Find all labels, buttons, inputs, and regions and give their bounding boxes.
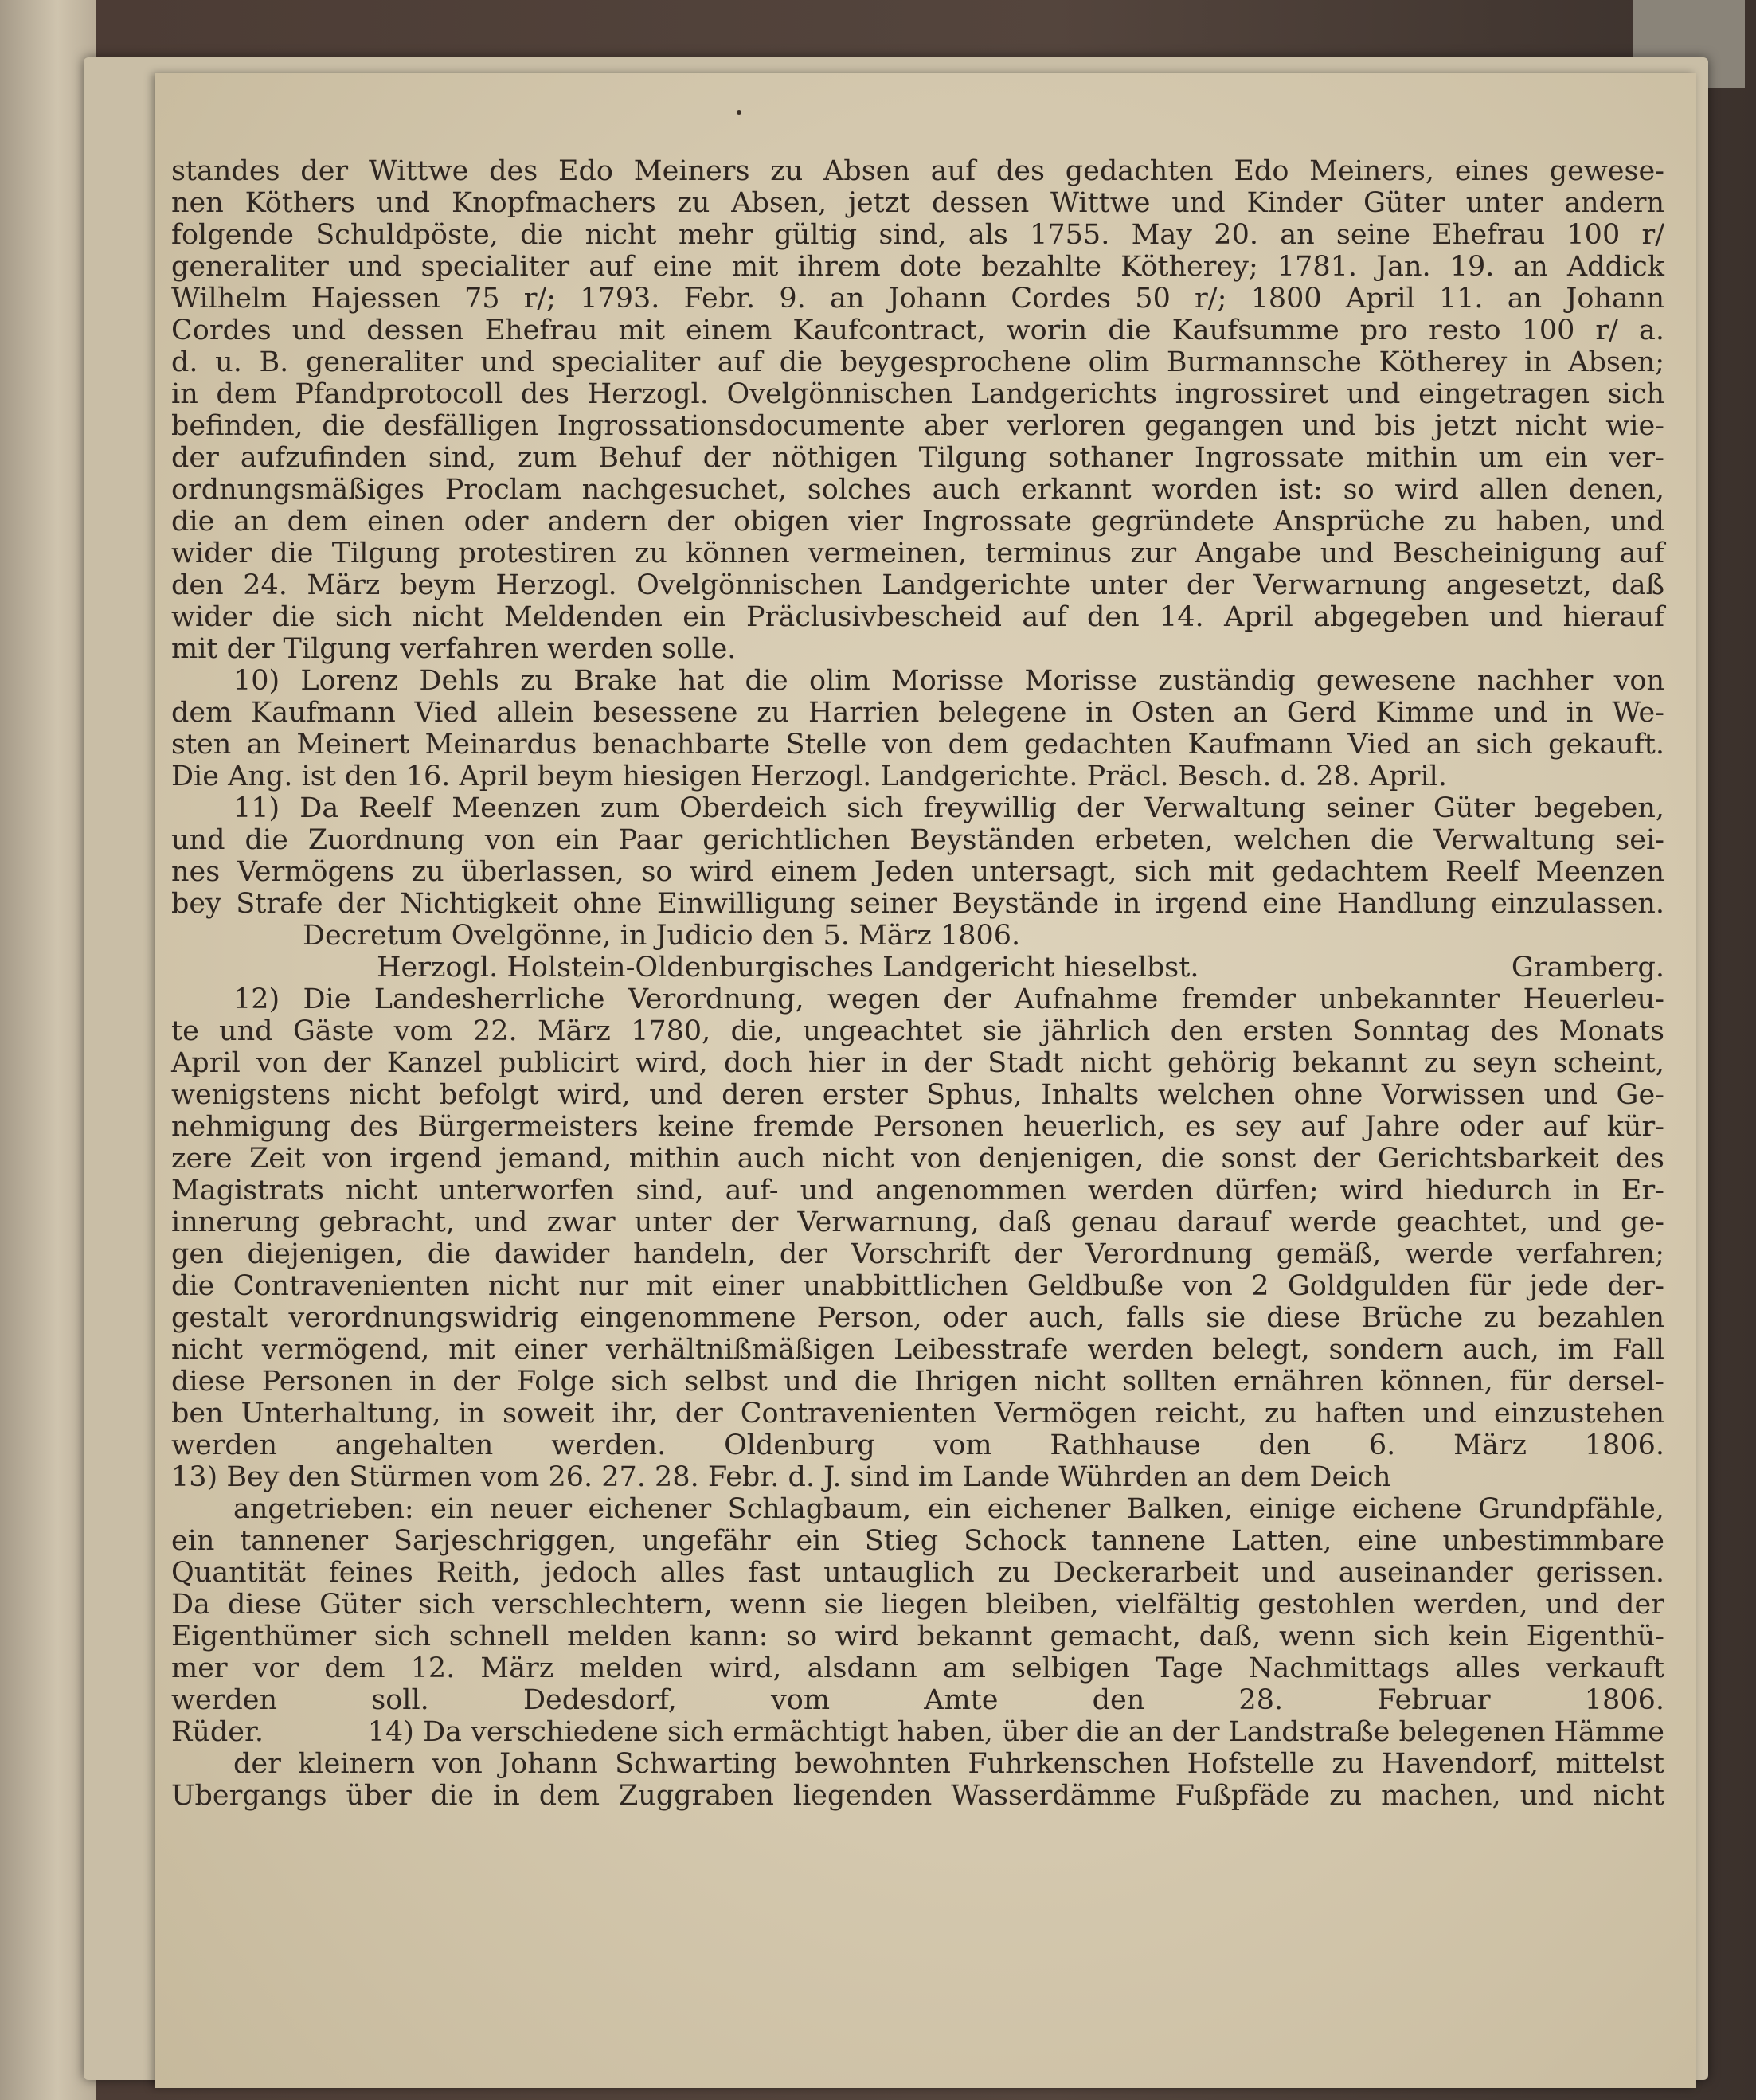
text-line: ein tannener Sarjeschriggen, ungefähr ein Stieg Schock tannene Latten, eine unbestimmbare <box>171 1525 1664 1557</box>
text-line: innerung gebracht, und zwar unter der Verwarnung, daß genau darauf werde geachtet, und ge- <box>171 1206 1664 1238</box>
amt-signature-row <box>171 1716 1664 1748</box>
text-line: Magistrats nicht unterworfen sind, auf- und angenommen werden dürfen; wird hiedurch in Er- <box>171 1175 1664 1206</box>
text-line: 10) Lorenz Dehls zu Brake hat die olim Morisse Morisse zuständig gewesene nachher von <box>233 665 1664 697</box>
text-line: wider die Tilgung protestiren zu können vermeinen, terminus zur Angabe und Bescheinigung auf <box>171 538 1664 569</box>
text-line: te und Gäste vom 22. März 1780, die, ungeachtet sie jährlich den ersten Sonntag des Monats <box>171 1015 1664 1047</box>
text-line: zere Zeit von irgend jemand, mithin auch nicht von denjenigen, die sonst der Gerichtsbarkeit des <box>171 1143 1664 1175</box>
text-line: Da diese Güter sich verschlechtern, wenn sie liegen bleiben, vielfältig gestohlen werden, und der <box>171 1589 1664 1621</box>
text-line: der aufzufinden sind, zum Behuf der nöthigen Tilgung sothaner Ingrossate mithin um ein ver- <box>171 442 1664 474</box>
text-line: 13) Bey den Stürmen vom 26. 27. 28. Febr. d. J. sind im Lande Wührden an dem Deich <box>171 1461 1391 1493</box>
text-line: 12) Die Landesherrliche Verordnung, wegen der Aufnahme fremder unbekannter Heuerleu- <box>233 984 1664 1015</box>
text-line <box>171 1812 1664 1844</box>
signature-ruder: 14) Da verschiedene sich ermächtigt haben, über die an der Landstraße belegenen Hämme <box>367 1716 1664 1748</box>
decree-line: Decretum Ovelgönne, in Judicio den 5. März 1806. <box>303 920 1021 952</box>
text-line: Cordes und dessen Ehefrau mit einem Kaufcontract, worin die Kaufsumme pro resto 100 r/ a. <box>171 315 1664 346</box>
court-name: Herzogl. Holstein-Oldenburgisches Landgericht hieselbst. <box>377 952 1199 984</box>
text-line: d. u. B. generaliter und specialiter auf die beygesprochene olim Burmannsche Kötherey in Absen; <box>171 346 1664 378</box>
text-line: 11) Da Reelf Meenzen zum Oberdeich sich freywillig der Verwaltung seiner Güter begeben, <box>233 792 1664 824</box>
text-line: nehmigung des Bürgermeisters keine fremde Personen heuerlich, es sey auf Jahre oder auf kür- <box>171 1111 1664 1143</box>
text-line: befinden, die desfälligen Ingrossationsdocumente aber verloren gegangen und bis jetzt nicht wie- <box>171 410 1664 442</box>
text-line: gen diejenigen, die dawider handeln, der Vorschrift der Verordnung gemäß, werde verfahren; <box>171 1238 1664 1270</box>
book-binding-edge <box>0 0 96 2100</box>
text-line: Die Ang. ist den 16. April beym hiesigen Herzogl. Landgerichte. Präcl. Besch. d. 28. April. <box>171 761 1447 792</box>
text-line: mer vor dem 12. März melden wird, alsdann am selbigen Tage Nachmittags alles verkauft <box>171 1652 1664 1684</box>
text-line: Eigenthümer sich schnell melden kann: so wird bekannt gemacht, daß, wenn sich kein Eigenthü- <box>171 1621 1664 1652</box>
text-line: die Contravenienten nicht nur mit einer unabbittlichen Geldbuße von 2 Goldgulden für jede der- <box>171 1270 1664 1302</box>
text-line: mit der Tilgung verfahren werden solle. <box>171 633 737 665</box>
text-line: und die Zuordnung von ein Paar gerichtlichen Beyständen erbeten, welchen die Verwaltung sei- <box>171 824 1664 856</box>
text-line: die an dem einen oder andern der obigen vier Ingrossate gegründete Ansprüche zu haben, und <box>171 506 1664 538</box>
text-line: nicht vermögend, mit einer verhältnißmäßigen Leibesstrafe werden belegt, sondern auch, im Fall <box>171 1334 1664 1366</box>
text-line: wenigstens nicht befolgt wird, und deren erster Sphus, Inhalts welchen ohne Vorwissen und Ge- <box>171 1079 1664 1111</box>
text-line: April von der Kanzel publicirt wird, doch hier in der Stadt nicht gehörig bekannt zu seyn scheint, <box>171 1047 1664 1079</box>
text-line: generaliter und specialiter auf eine mit ihrem dote bezahlte Kötherey; 1781. Jan. 19. an Addick <box>171 251 1664 283</box>
text-line: in dem Pfandprotocoll des Herzogl. Ovelgönnischen Landgerichts ingrossiret und eingetragen sich <box>171 378 1664 410</box>
text-line: folgende Schuldpöste, die nicht mehr gültig sind, als 1755. May 20. an seine Ehefrau 100 r/ <box>171 219 1664 251</box>
text-line: sten an Meinert Meinardus benachbarte Stelle von dem gedachten Kaufmann Vied an sich gekauft. <box>171 729 1664 761</box>
ink-speck <box>737 110 741 115</box>
text-line: werden angehalten werden. Oldenburg vom Rathhause den 6. März 1806. <box>171 1429 1664 1461</box>
text-line: dem Kaufmann Vied allein besessene zu Harrien belegene in Osten an Gerd Kimme und in We- <box>171 697 1664 729</box>
signature-gramberg: Gramberg. <box>1511 952 1664 984</box>
text-line: Wilhelm Hajessen 75 r/; 1793. Febr. 9. an Johann Cordes 50 r/; 1800 April 11. an Johann <box>171 283 1664 315</box>
text-line: wider die sich nicht Meldenden ein Präclusivbescheid auf den 14. April abgegeben und hierauf <box>171 601 1664 633</box>
text-line: werden soll. Dedesdorf, vom Amte den 28. Februar 1806. <box>171 1684 1664 1716</box>
page-text <box>171 155 1664 1844</box>
text-line: gestalt verordnungswidrig eingenommene Person, oder auch, falls sie diese Brüche zu bezahlen <box>171 1302 1664 1334</box>
text-line: den 24. März beym Herzogl. Ovelgönnischen Landgerichte unter der Verwarnung angesetzt, daß <box>171 569 1664 601</box>
text-line: nes Vermögens zu überlassen, so wird einem Jeden untersagt, sich mit gedachtem Reelf Meenzen <box>171 856 1664 888</box>
court-signature-row <box>171 952 1664 984</box>
text-line: Ubergangs über die in dem Zuggraben liegenden Wasserdämme Fußpfäde zu machen, und nicht <box>171 1780 1664 1812</box>
text-line: nen Köthers und Knopfmachers zu Absen, jetzt dessen Wittwe und Kinder Güter unter andern <box>171 187 1664 219</box>
text-line: ben Unterhaltung, in soweit ihr, der Contravenienten Vermögen reicht, zu haften und einzustehen <box>171 1398 1664 1429</box>
text-line: diese Personen in der Folge sich selbst und die Ihrigen nicht sollten ernähren können, für dersel- <box>171 1366 1664 1398</box>
text-line: der kleinern von Johann Schwarting bewohnten Fuhrkenschen Hofstelle zu Havendorf, mittelst <box>233 1748 1664 1780</box>
closing-line: Rüder. <box>171 1716 264 1748</box>
text-line: Quantität feines Reith, jedoch alles fast untauglich zu Deckerarbeit und auseinander gerissen. <box>171 1557 1664 1589</box>
text-line: angetrieben: ein neuer eichener Schlagbaum, ein eichener Balken, einige eichene Grundpfähle, <box>233 1493 1664 1525</box>
text-line: bey Strafe der Nichtigkeit ohne Einwilligung seiner Beystände in irgend eine Handlung einzulassen. <box>171 888 1664 920</box>
text-line: standes der Wittwe des Edo Meiners zu Absen auf des gedachten Edo Meiners, eines gewese- <box>171 155 1664 187</box>
text-line: ordnungsmäßiges Proclam nachgesuchet, solches auch erkannt worden ist: so wird allen denen, <box>171 474 1664 506</box>
